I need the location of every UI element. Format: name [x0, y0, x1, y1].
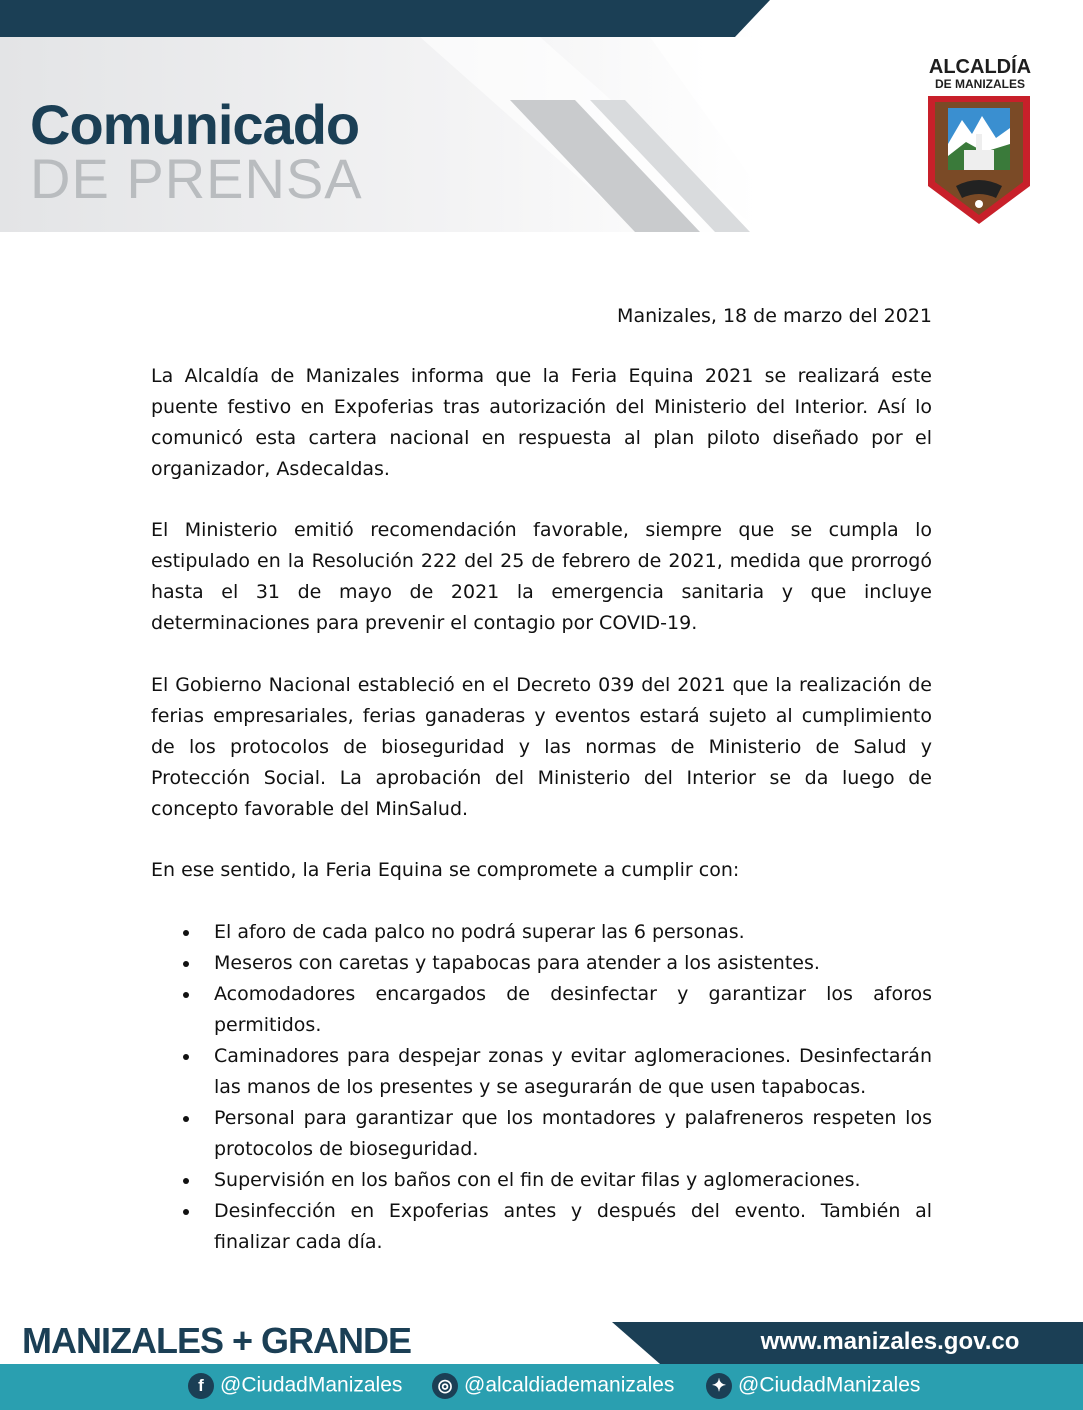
list-item-text: Supervisión en los baños con el fin de evitar filas y aglomeraciones.	[214, 1169, 861, 1191]
instagram-handle: @alcaldiademanizales	[464, 1373, 675, 1397]
list-item	[151, 917, 932, 948]
bullet-icon	[183, 961, 189, 967]
bullet-icon	[183, 930, 189, 936]
instagram-icon: ◎	[432, 1373, 458, 1399]
logo-label-line2: DE MANIZALES	[935, 77, 1025, 91]
logo-label-line1: ALCALDÍA	[928, 56, 1032, 78]
list-item	[151, 1196, 932, 1258]
document-date: Manizales, 18 de marzo del 2021	[617, 305, 932, 327]
twitter-handle: @CiudadManizales	[738, 1373, 921, 1397]
requirements-list	[151, 917, 932, 1258]
footer-website-link[interactable]: www.manizales.gov.co	[760, 1328, 1020, 1355]
list-item	[151, 1165, 932, 1196]
facebook-handle: @CiudadManizales	[220, 1373, 403, 1397]
coat-of-arms-icon	[926, 94, 1032, 226]
list-item	[151, 948, 932, 979]
page-subtitle: DE PRENSA	[30, 147, 363, 210]
bullet-icon	[183, 1209, 189, 1215]
paragraph-2: El Ministerio emitió recomendación favorable, siempre que se cumpla lo estipulado en la Resolución 222 del 25 de febrero de 2021, medida que prorrogó hasta el 31 de mayo de 2021 la emergencia sanitaria y que incluye determinaciones para prevenir el contagio por COVID-19.	[151, 519, 932, 634]
footer-brand-logo: MANIZALES + GRANDE	[22, 1320, 412, 1361]
twitter-icon: ✦	[706, 1373, 732, 1399]
bullet-icon	[183, 1178, 189, 1184]
list-item-text: Personal para garantizar que los montadores y palafreneros respeten los protocolos de bioseguridad.	[214, 1107, 932, 1160]
list-item-text: Caminadores para despejar zonas y evitar aglomeraciones. Desinfectarán las manos de los presentes y se asegurarán de que usen tapabocas.	[214, 1045, 932, 1098]
list-item-text: El aforo de cada palco no podrá superar las 6 personas.	[214, 921, 745, 943]
list-item-text: Acomodadores encargados de desinfectar y garantizar los aforos permitidos.	[214, 983, 932, 1036]
bullet-icon	[183, 1054, 189, 1060]
list-item	[151, 1103, 932, 1165]
bullet-icon	[183, 1116, 189, 1122]
list-item-text: Meseros con caretas y tapabocas para atender a los asistentes.	[214, 952, 820, 974]
facebook-icon: f	[188, 1373, 214, 1399]
list-item-text: Desinfección en Expoferias antes y después del evento. También al finalizar cada día.	[214, 1200, 932, 1253]
instagram-link[interactable]	[432, 1373, 674, 1399]
paragraph-4: En ese sentido, la Feria Equina se compromete a cumplir con:	[151, 859, 740, 881]
facebook-link[interactable]	[188, 1373, 402, 1399]
list-item	[151, 1041, 932, 1103]
paragraph-3: El Gobierno Nacional estableció en el Decreto 039 del 2021 que la realización de ferias empresariales, ferias ganaderas y eventos estará sujeto al cumplimiento de los protocolos de bioseguridad y las normas de Ministerio de Salud y Protección Social. La aprobación del Ministerio del Interior se da luego de concepto favorable del MinSalud.	[151, 674, 932, 820]
twitter-link[interactable]	[706, 1373, 920, 1399]
page-title: Comunicado	[30, 93, 360, 156]
paragraph-1: La Alcaldía de Manizales informa que la Feria Equina 2021 se realizará este puente festivo en Expoferias tras autorización del Ministerio del Interior. Así lo comunicó esta cartera nacional en respuesta al plan piloto diseñado por el organizador, Asdecaldas.	[151, 365, 932, 480]
bullet-icon	[183, 992, 189, 998]
list-item	[151, 979, 932, 1041]
